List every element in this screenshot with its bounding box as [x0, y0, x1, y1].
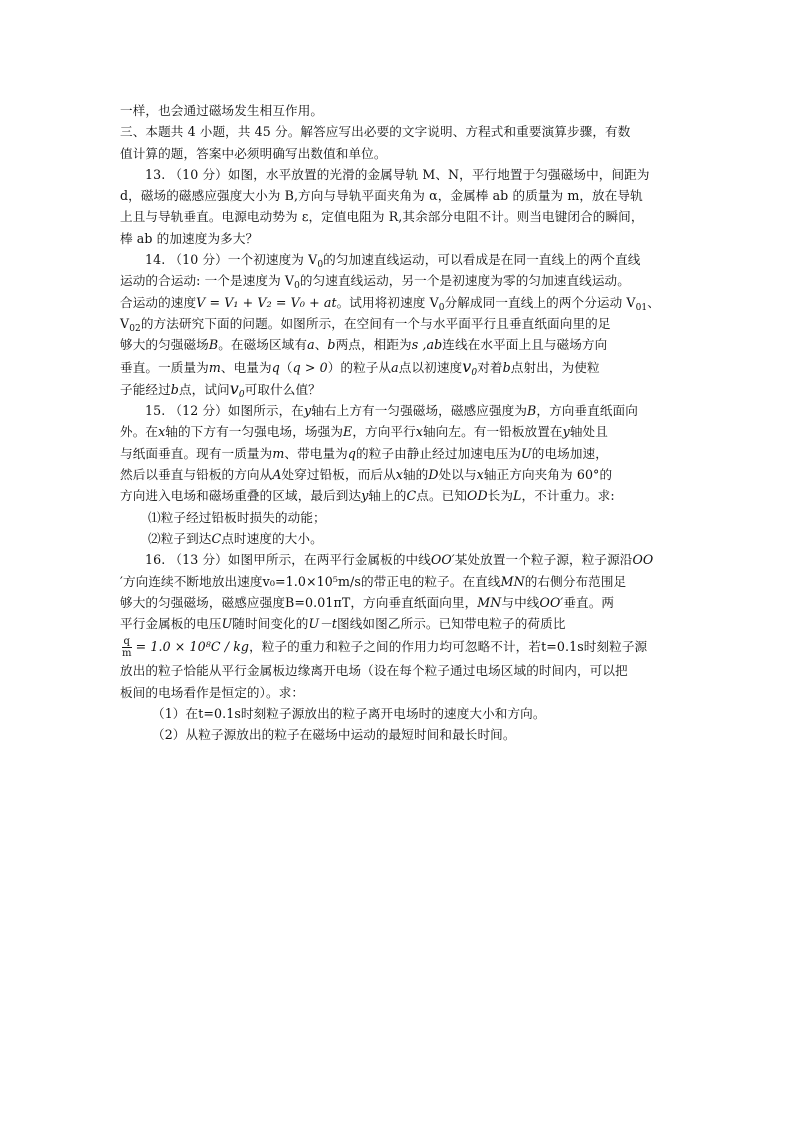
text-run: 轴右上方有一匀强磁场，磁感应强度为: [311, 403, 528, 419]
question-14: [120, 249, 680, 270]
text-line: 棒 ab 的加速度为多大？: [120, 230, 259, 246]
text-run: 的匀速直线运动，另一个是初速度为零的匀加速直线运动。: [299, 273, 630, 289]
subscript: 0: [317, 260, 324, 271]
value: t=0.1s: [541, 639, 584, 655]
text-run: 14. （10 分）一个初速度为 V: [145, 252, 318, 268]
text-run: 点时速度的大小。: [221, 530, 323, 546]
text-run: 够大的匀强磁场，磁感应强度: [120, 594, 286, 610]
text-run: 然后以垂直与铅板的方向从: [120, 467, 273, 483]
symbol: b: [170, 381, 179, 397]
symbol: y: [562, 424, 570, 440]
text-line: 一样，也会通过磁场发生相互作用。: [120, 103, 324, 118]
sub-question-2: （2）从粒子源放出的粒子在磁场中运动的最短时间和最长时间。: [152, 727, 516, 743]
text-line: 放出的粒子恰能从平行金属板边缘离开电场（设在每个粒子通过电场区域的时间内，可以把: [120, 663, 628, 679]
text-run: 平行金属板的电压: [120, 616, 222, 632]
text-run: 处以与: [438, 467, 477, 483]
text-run: ′: [120, 573, 123, 589]
symbol: y: [361, 488, 369, 504]
velocity-formula: V = V₁ + V₂ = V₀ + at: [196, 294, 337, 310]
symbol: OO′: [539, 594, 564, 610]
text-run: 、带电量为: [284, 445, 348, 461]
text-run: 的右侧分布范围足: [524, 573, 627, 589]
text-line: 板间的电场看作是恒定的）。求：: [120, 684, 305, 700]
text-line: [120, 378, 680, 400]
symbol: $v_0$: [229, 378, 245, 400]
symbol: x: [415, 424, 423, 440]
text-run: 与中线: [501, 594, 540, 610]
text-run: 16. （13 分）如图甲所示，在两平行金属板的中线: [145, 552, 431, 568]
text-run: 合运动的速度: [120, 294, 197, 310]
sub-question-1: ⑴粒子经过铅板时损失的动能；: [148, 509, 326, 525]
text-run: （1）在: [152, 706, 199, 722]
sub-question-2: [120, 528, 680, 549]
text-run: 、: [647, 294, 660, 310]
text-line: [120, 292, 680, 313]
symbol: E: [343, 424, 353, 440]
text-line: [120, 485, 680, 506]
text-run: 轴的: [402, 467, 429, 483]
text-run: 。在磁场区域有: [218, 337, 308, 353]
document-page: [120, 100, 680, 746]
subscript: 0: [294, 281, 300, 292]
text-run: 的粒子由静止经过加速电压为: [356, 445, 522, 461]
text-run: 轴的下方有一匀强电场，场强为: [165, 424, 344, 440]
text-run: 方向进入电场和磁场重叠的区域，最后到达: [120, 488, 362, 504]
text-line: [120, 464, 680, 485]
text-run: 轴向左。有一铅板放置在: [422, 424, 563, 440]
text-run: 处穿过铅板，而后从: [281, 467, 396, 483]
question-15: [120, 400, 680, 421]
text-line: [120, 313, 680, 334]
text-run: 时刻粒子源: [583, 639, 648, 655]
sub-question-1: [120, 703, 680, 724]
symbol: L: [513, 488, 522, 504]
subscript: 01: [635, 302, 648, 313]
text-line: 值计算的题，答案中必须明确写出数值和单位。: [120, 145, 387, 161]
symbol: b: [502, 359, 511, 375]
subscript: 0: [238, 389, 245, 400]
text-run: 长为: [487, 488, 514, 504]
text-run: ，方向平行: [352, 424, 416, 440]
symbol: C: [211, 530, 222, 546]
text-run: 对着: [477, 359, 503, 375]
text-line: [120, 592, 680, 613]
symbol: U－t: [308, 616, 338, 632]
text-line: [120, 334, 680, 355]
text-run: 15. （12 分）如图所示，在: [145, 403, 305, 419]
text-run: 、电量为: [220, 359, 272, 375]
symbol: q: [347, 445, 357, 461]
text-line: d，磁场的磁感应强度大小为 B,方向与导轨平面夹角为 α，金属棒 ab 的质量为 m，放在导轨: [120, 188, 643, 204]
value: = 1.0 × 10⁸C / kg: [135, 639, 250, 655]
text-run: ，粒子的重力和粒子之间的作用力均可忽略不计，若: [249, 639, 542, 655]
text-run: 点。已知: [416, 488, 468, 504]
symbol: OO′: [430, 552, 455, 568]
text-run: 够大的匀强磁场: [120, 337, 209, 353]
symbol: m: [272, 445, 285, 461]
text-run: 。试用将初速度 V: [336, 294, 439, 310]
text-run: ⑵粒子到达: [148, 530, 212, 546]
value: v₀=1.0×10⁵m/s: [262, 573, 361, 589]
symbol: x: [476, 467, 484, 483]
text-line: [120, 356, 680, 378]
symbol: MN: [477, 594, 502, 610]
symbol: OD: [467, 488, 488, 504]
symbol: MN: [500, 573, 525, 589]
text-run: 某处放置一个粒子源，粒子源沿: [454, 552, 633, 568]
text-run: 的带正电的粒子。在直线: [360, 573, 501, 589]
symbol: A: [272, 467, 282, 483]
symbol: U: [521, 445, 532, 461]
text-line: [120, 613, 680, 634]
text-run: 时刻粒子源放出的粒子离开电场时的速度大小和方向。: [240, 706, 546, 722]
text-run: 点以初速度: [398, 359, 463, 375]
text-run: 外。在: [120, 424, 159, 440]
text-run: 与纸面垂直。现有一质量为: [120, 445, 273, 461]
text-line: [120, 270, 680, 291]
text-run: ，方向垂直纸面向: [536, 403, 638, 419]
symbol: B: [527, 403, 537, 419]
subscript: 0: [471, 367, 478, 378]
symbol: s ,ab: [411, 337, 443, 353]
symbol: C: [406, 488, 417, 504]
symbol: B: [208, 337, 219, 353]
text-run: 两点，相距为: [335, 337, 412, 353]
symbol: D: [428, 467, 439, 483]
text-run: 垂直。一质量为: [120, 359, 209, 375]
text-run: 的匀加速直线运动，可以看成是在同一直线上的两个直线: [323, 252, 641, 268]
text-run: 连线在水平面上且与磁场方向: [442, 337, 608, 353]
symbol: b: [327, 337, 336, 353]
fraction: [120, 636, 134, 659]
symbol: m: [208, 359, 221, 375]
symbol: x: [395, 467, 403, 483]
text-line: 上且与导轨垂直。电源电动势为 ε，定值电阻为 R,其余部分电阻不计。则当电键闭合的瞬间，: [120, 209, 644, 225]
text-run: 子能经过: [120, 381, 171, 397]
text-run: 、: [314, 337, 328, 353]
symbol: a: [391, 359, 399, 375]
symbol: q: [271, 359, 280, 375]
text-run: 运动的合运动: 一个是速度为 V: [120, 273, 295, 289]
text-run: ）的粒子从: [327, 359, 392, 375]
subscript: 0: [438, 302, 445, 313]
fraction-denominator: m: [122, 648, 132, 660]
text-run: 方向连续不断地放出速度: [122, 573, 263, 589]
question-13: 13. （10 分）如图，水平放置的光滑的金属导轨 M、N，平行地置于匀强磁场中，间距为: [145, 166, 650, 182]
text-run: V: [120, 315, 130, 331]
symbol: q > 0: [292, 359, 328, 375]
symbol: $v_0$: [462, 356, 478, 378]
subscript: 02: [129, 323, 141, 334]
text-line: [120, 571, 680, 592]
text-run: ，不计重力。求:: [521, 488, 615, 504]
symbol: a: [307, 337, 315, 353]
fraction-numerator: q: [123, 636, 131, 648]
question-16: [120, 549, 680, 570]
section-heading: 三、本题共 4 小题，共 45 分。解答应写出必要的文字说明、方程式和重要演算步骤，有数: [120, 124, 631, 140]
text-run: 的方法研究下面的问题。如图所示，在空间有一个与水平面平行且垂直纸面向里的足: [140, 315, 611, 331]
text-line: [120, 421, 680, 442]
text-run: 轴处且: [569, 424, 608, 440]
text-line: [120, 443, 680, 464]
symbol: OO: [632, 552, 654, 568]
text-run: 垂直。两: [563, 594, 615, 610]
value: B=0.01πT: [285, 594, 351, 610]
text-run: 图线如图乙所示。已知带电粒子的荷质比: [337, 616, 566, 632]
text-run: ，方向垂直纸面向里，: [350, 594, 478, 610]
value: t=0.1s: [198, 706, 241, 722]
symbol: x: [158, 424, 166, 440]
text-line: [120, 634, 680, 660]
text-run: （: [279, 359, 293, 375]
symbol: U: [221, 616, 233, 632]
text-run: 的电场加速，: [531, 445, 608, 461]
text-run: 随时间变化的: [232, 616, 309, 632]
symbol: y: [304, 403, 312, 419]
text-run: 可取什么值？: [244, 381, 321, 397]
text-run: 分解成同一直线上的两个分运动 V: [444, 294, 636, 310]
text-run: 点，试问: [178, 381, 230, 397]
text-run: 轴正方向夹角为 60°的: [483, 467, 613, 483]
text-run: 轴上的: [368, 488, 407, 504]
text-run: 点射出，为使粒: [510, 359, 600, 375]
